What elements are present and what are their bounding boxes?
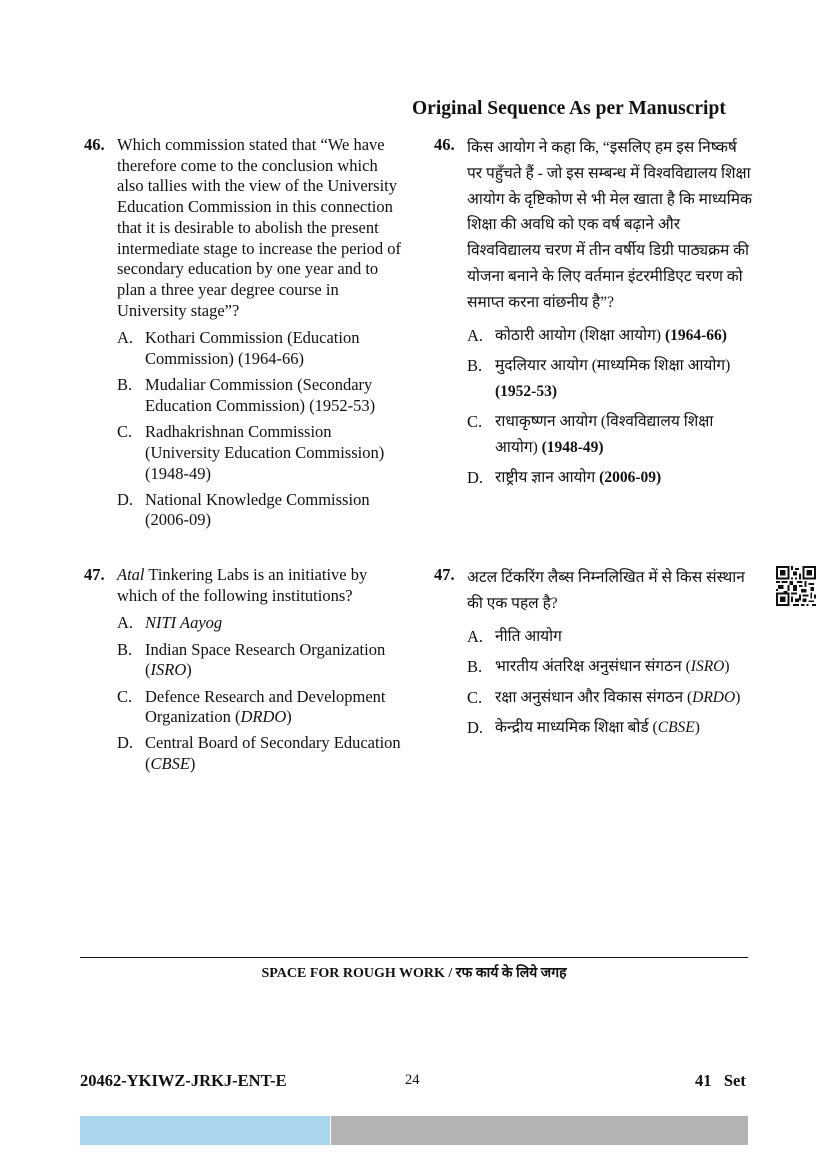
- option-label: C.: [467, 412, 483, 432]
- question-text: Atal Tinkering Labs is an initiative by which of the following institutions?: [117, 565, 368, 605]
- hindi-column-q47: [434, 565, 752, 746]
- option-label: C.: [467, 687, 483, 707]
- option-c[interactable]: C. Defence Research and Development Organization (DRDO): [117, 686, 386, 727]
- option-label: A.: [467, 325, 484, 345]
- option-label: D.: [467, 718, 484, 738]
- question-number: 47.: [434, 565, 455, 584]
- option-d[interactable]: [117, 490, 404, 531]
- hindi-column: [434, 135, 752, 496]
- options-list: [117, 328, 404, 531]
- option-d[interactable]: D. राष्ट्रीय ज्ञान आयोग (2006-09): [467, 465, 752, 491]
- question-number: 46.: [84, 135, 105, 154]
- page-title: Original Sequence As per Manuscript: [412, 98, 726, 119]
- option-a[interactable]: A. कोठारी आयोग (शिक्षा आयोग) (1964-66): [467, 323, 752, 349]
- option-text: NITI Aayog: [145, 613, 223, 633]
- rough-work-label: SPACE FOR ROUGH WORK / रफ कार्य के लिये जगह: [261, 966, 567, 981]
- english-column: [84, 135, 404, 537]
- option-text: Kothari Commission (Education Commission) (1964-66): [145, 328, 360, 369]
- divider: [80, 957, 748, 958]
- option-label: B.: [117, 639, 133, 659]
- question-number: 46.: [434, 135, 455, 154]
- option-c[interactable]: C. राधाकृष्णन आयोग (विश्वविद्यालय शिक्षा आयोग) (1948-49): [467, 409, 752, 460]
- option-b[interactable]: B. भारतीय अंतरिक्ष अनुसंधान संगठन (ISRO): [467, 654, 752, 680]
- option-label: D.: [467, 468, 484, 488]
- qr-code-icon: [776, 566, 816, 606]
- question-text: Which commission stated that “We have therefore come to the conclusion which also tallies with the view of the University Education Commission in this connection that it is desirable to abolish the present intermediate stage to increase the period of secondary education by one year and to plan a three year degree course in University stage”?: [117, 135, 402, 320]
- footer-set: 41 Set: [695, 1071, 746, 1090]
- question-text: अटल टिंकरिंग लैब्स निम्नलिखित में से किस संस्थान की एक पहल है?: [467, 569, 745, 612]
- footer-bar-grey: [331, 1116, 748, 1145]
- option-c[interactable]: C. रक्षा अनुसंधान और विकास संगठन (DRDO): [467, 685, 752, 711]
- question-47-en: [84, 565, 404, 775]
- options-list: [467, 323, 752, 491]
- option-a[interactable]: [117, 328, 404, 369]
- question-47-hi: [434, 565, 752, 741]
- option-text: Mudaliar Commission (Secondary Education Commission) (1952-53): [145, 375, 376, 415]
- question-46-en: [84, 135, 404, 531]
- option-label: B.: [467, 356, 483, 376]
- option-text: Radhakrishnan Commission (University Education Commission) (1948-49): [145, 422, 385, 483]
- option-d[interactable]: D. केन्द्रीय माध्यमिक शिक्षा बोर्ड (CBSE): [467, 715, 752, 741]
- option-label: A.: [117, 613, 134, 633]
- option-label: A.: [467, 626, 484, 646]
- option-label: D.: [117, 489, 134, 509]
- option-label: D.: [117, 733, 134, 753]
- option-label: A.: [117, 328, 134, 348]
- option-b[interactable]: [117, 375, 404, 416]
- option-label: B.: [117, 375, 133, 395]
- option-text: National Knowledge Commission (2006-09): [145, 489, 370, 530]
- question-46-hi: [434, 135, 752, 491]
- option-label: B.: [467, 657, 483, 677]
- option-b[interactable]: B. Indian Space Research Organization (ISRO): [117, 639, 386, 680]
- question-text: किस आयोग ने कहा कि, “इसलिए हम इस निष्कर्ष पर पहुँचते हैं - जो इस सम्बन्ध में विश्वविद्यालय शिक्षा आयोग के दृष्टिकोण से भी मेल खाता है कि माध्यमिक शिक्षा की अवधि को एक वर्ष बढ़ाने और विश्वविद्यालय चरण में तीन वर्षीय डिग्री पाठ्यक्रम की योजना बनाने के लिए वर्तमान इंटरमीडिएट चरण को समाप्त करना वांछनीय है”?: [467, 139, 752, 311]
- option-label: C.: [117, 422, 133, 442]
- option-c[interactable]: [117, 422, 404, 484]
- option-a[interactable]: [117, 613, 404, 634]
- english-column-q47: [84, 565, 404, 780]
- option-d[interactable]: D. Central Board of Secondary Education (CBSE): [117, 733, 401, 774]
- question-number: 47.: [84, 565, 105, 584]
- page-number: 24: [405, 1072, 420, 1088]
- footer-code: 20462-YKIWZ-JRKJ-ENT-E: [80, 1071, 287, 1090]
- option-a[interactable]: A. नीति आयोग: [467, 624, 752, 650]
- option-label: C.: [117, 686, 133, 706]
- footer-bar-blue: [80, 1116, 330, 1145]
- options-list: [467, 624, 752, 741]
- option-b[interactable]: B. मुदलियार आयोग (माध्यमिक शिक्षा आयोग) (1952-53): [467, 353, 752, 404]
- options-list: [117, 613, 404, 774]
